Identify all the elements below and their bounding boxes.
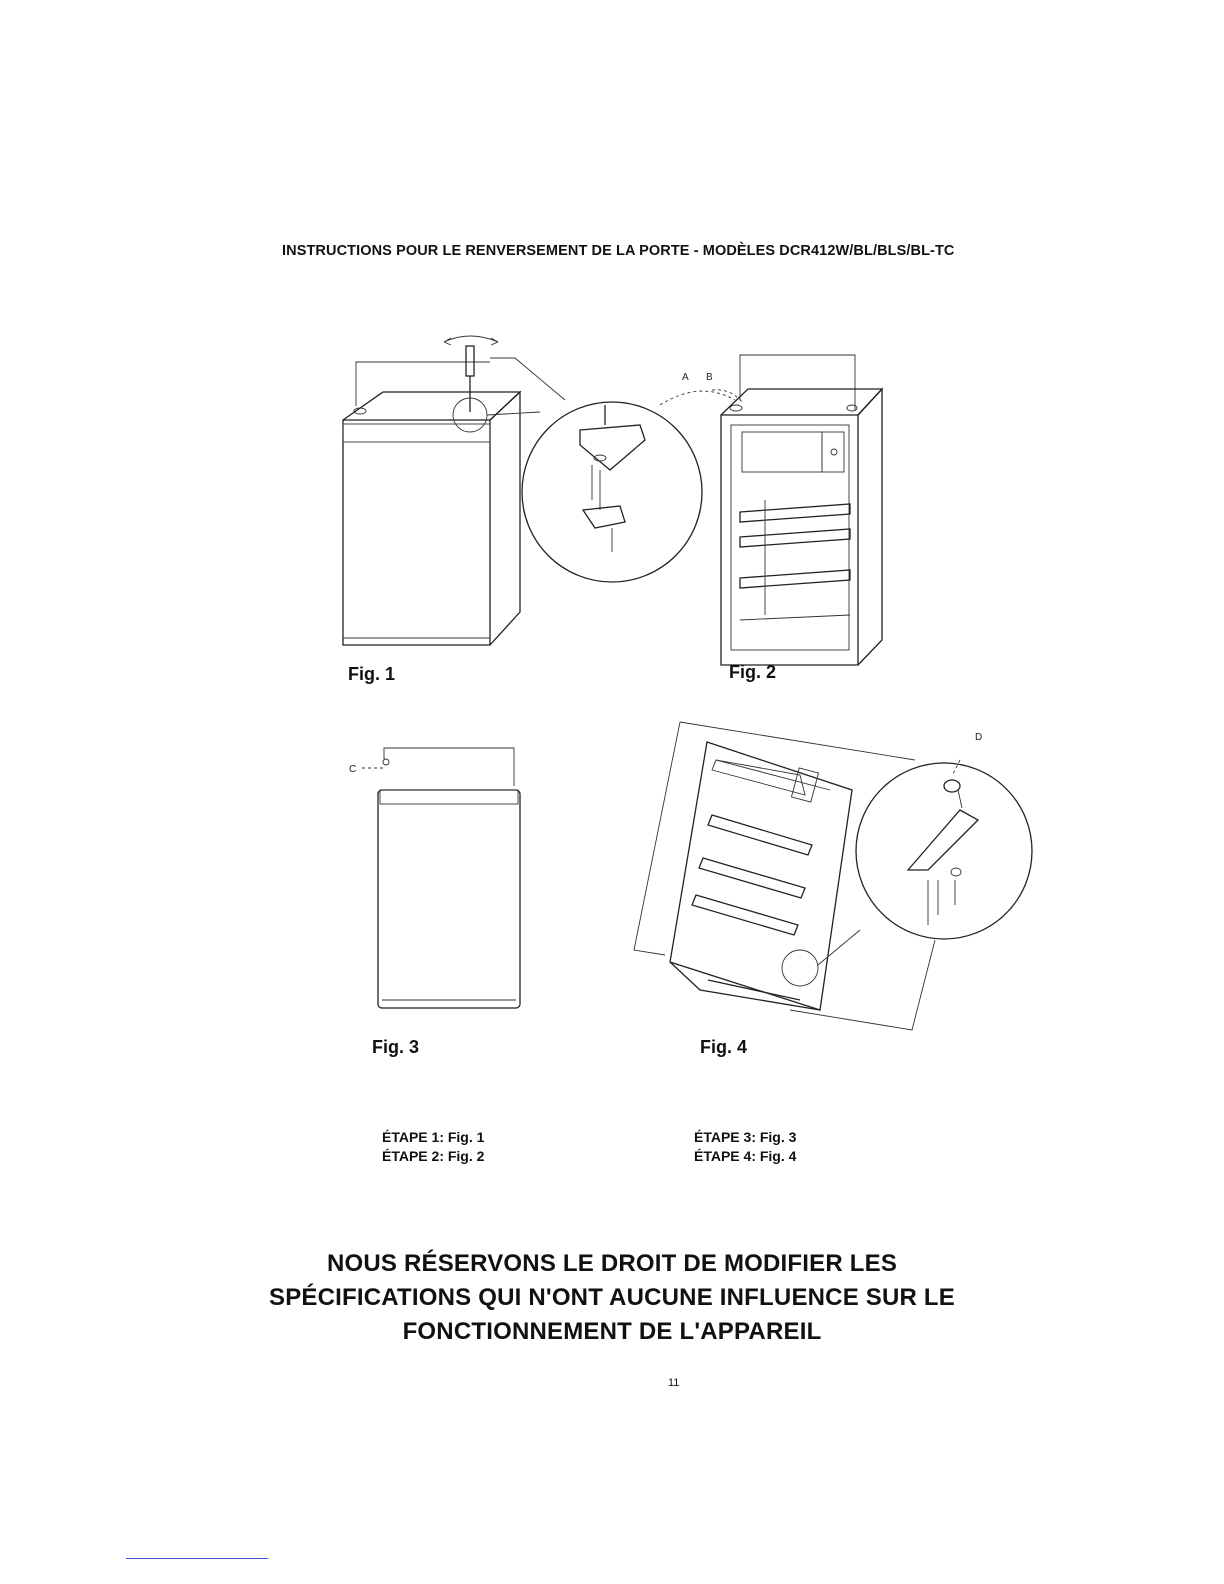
fig3-door-illustration [349,748,520,1008]
fig1-fridge-closed-illustration [343,336,702,645]
fig3-label: Fig. 3 [372,1037,420,1057]
callout-c: C [349,764,357,775]
notice-line-2: SPÉCIFICATIONS QUI N'ONT AUCUNE INFLUENCE SUR LE [269,1284,955,1311]
step-1: ÉTAPE 1: Fig. 1 [382,1129,485,1145]
step-4: ÉTAPE 4: Fig. 4 [694,1148,797,1164]
step-3: ÉTAPE 3: Fig. 3 [694,1129,797,1145]
fig1-label: Fig. 1 [348,664,396,684]
callout-a: A [682,372,689,383]
footer-divider [126,1558,268,1559]
notice-line-3: FONCTIONNEMENT DE L'APPAREIL [402,1318,822,1345]
callout-b: B [706,372,713,383]
page-number: 11 [668,1377,680,1389]
fig4-fridge-tilted-illustration [634,722,1032,1030]
callout-d: D [975,732,983,743]
page-title: INSTRUCTIONS POUR LE RENVERSEMENT DE LA PORTE - MODÈLES DCR412W/BL/BLS/BL-TC [282,243,955,259]
fig2-fridge-open-illustration [660,355,882,665]
rights-notice [262,1247,962,1349]
step-2: ÉTAPE 2: Fig. 2 [382,1148,485,1164]
notice-line-1: NOUS RÉSERVONS LE DROIT DE MODIFIER LES [326,1250,898,1277]
fig2-label: Fig. 2 [729,662,777,682]
fig4-label: Fig. 4 [700,1037,748,1057]
